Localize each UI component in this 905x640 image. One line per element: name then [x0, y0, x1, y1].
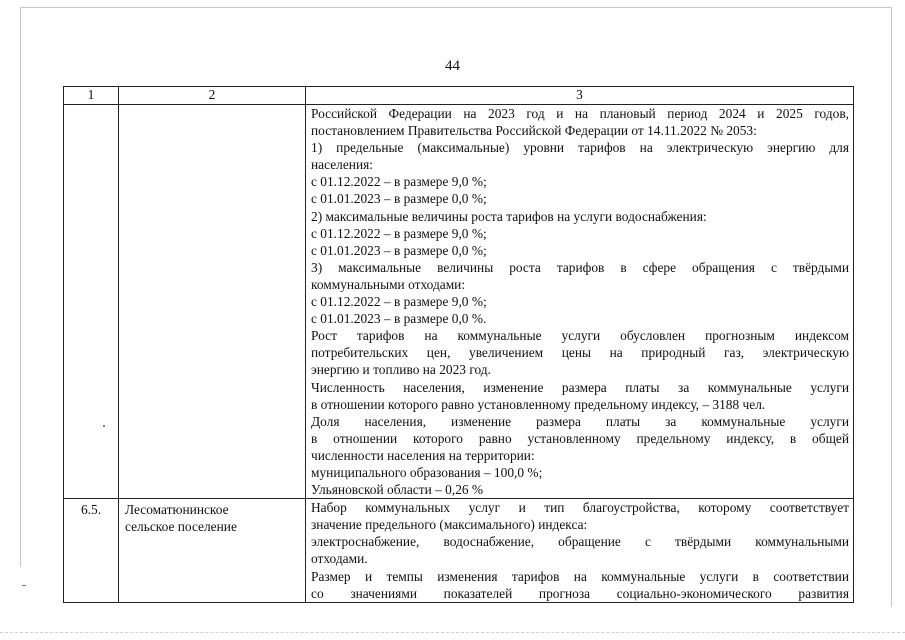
- row-number: 6.5.: [64, 499, 119, 603]
- text-line: в отношении которого равно установленному предельному индексу, – 3188 чел.: [311, 396, 766, 412]
- text-line: Ульяновской области – 0,26 %: [311, 482, 484, 498]
- text-line: Численность населения, изменение размера платы за коммунальные услуги: [311, 379, 849, 395]
- continuation-name-cell: [119, 105, 306, 499]
- text-line: численности населения на территории:: [311, 447, 535, 463]
- table-row-continuation: [64, 105, 854, 499]
- text-line: энергию и топливо на 2023 год.: [311, 362, 491, 378]
- header-col-3: 3: [306, 87, 854, 105]
- page-border-right: [891, 7, 892, 607]
- text-line: Набор коммунальных услуг и тип благоустройства, которому соответствует: [311, 500, 849, 516]
- text-line: отходами.: [311, 551, 368, 567]
- text-line: электроснабжение, водоснабжение, обращение с твёрдыми коммунальными: [311, 534, 849, 550]
- continuation-text-cell: [306, 105, 854, 499]
- text-line: с 01.01.2023 – в размере 0,0 %;: [311, 242, 487, 258]
- row-6-5-text-cell: [306, 499, 854, 603]
- text-line: потребительских цен, увеличением цены на природный газ, электрическую: [311, 345, 849, 361]
- text-line: населения:: [311, 157, 373, 173]
- text-line: с 01.01.2023 – в размере 0,0 %;: [311, 191, 487, 207]
- text-line: значение предельного (максимального) индекса:: [311, 517, 588, 533]
- text-line: со значениями показателей прогноза социально-экономического развития: [311, 585, 849, 601]
- text-line: муниципального образования – 100,0 %;: [311, 464, 543, 480]
- header-col-1: 1: [64, 87, 119, 105]
- scan-mark: [22, 585, 26, 586]
- settlement-name: [119, 499, 306, 603]
- text-line: постановлением Правительства Российской Федерации от 14.11.2022 № 2053:: [311, 123, 757, 139]
- page-number: 44: [445, 58, 460, 74]
- text-line: с 01.01.2023 – в размере 0,0 %.: [311, 311, 487, 327]
- table-header-row: [64, 87, 854, 105]
- continuation-number-cell: [64, 105, 119, 499]
- document-table: [63, 86, 854, 603]
- text-line: с 01.12.2022 – в размере 9,0 %;: [311, 225, 487, 241]
- text-line: Размер и темпы изменения тарифов на коммунальные услуги в соответствии: [311, 568, 849, 584]
- page-border-top: [20, 7, 892, 8]
- text-line: с 01.12.2022 – в размере 9,0 %;: [311, 294, 487, 310]
- table-row-6-5: [64, 499, 854, 603]
- page-bottom-edge: [0, 632, 905, 633]
- text-line: 3) максимальные величины роста тарифов в сфере обращения с твёрдыми: [311, 259, 849, 275]
- text-line: 2) максимальные величины роста тарифов на услуги водоснабжения:: [311, 208, 707, 224]
- text-line: в отношении которого равно установленному предельному индексу, в общей: [311, 430, 849, 446]
- text-line: с 01.12.2022 – в размере 9,0 %;: [311, 174, 487, 190]
- text-line: Рост тарифов на коммунальные услуги обусловлен прогнозным индексом: [311, 328, 849, 344]
- text-line: Российской Федерации на 2023 год и на плановый период 2024 и 2025 годов,: [311, 106, 849, 121]
- settlement-name-line: Лесоматюнинское: [125, 502, 229, 518]
- text-line: коммунальными отходами:: [311, 276, 466, 292]
- header-col-2: 2: [119, 87, 306, 105]
- settlement-name-line: сельское поселение: [125, 519, 237, 535]
- page-border-left: [20, 7, 21, 567]
- text-line: Доля населения, изменение размера платы за коммунальные услуги: [311, 413, 849, 429]
- text-line: 1) предельные (максимальные) уровни тарифов на электрическую энергию для: [311, 140, 849, 156]
- scan-speck: [103, 425, 105, 427]
